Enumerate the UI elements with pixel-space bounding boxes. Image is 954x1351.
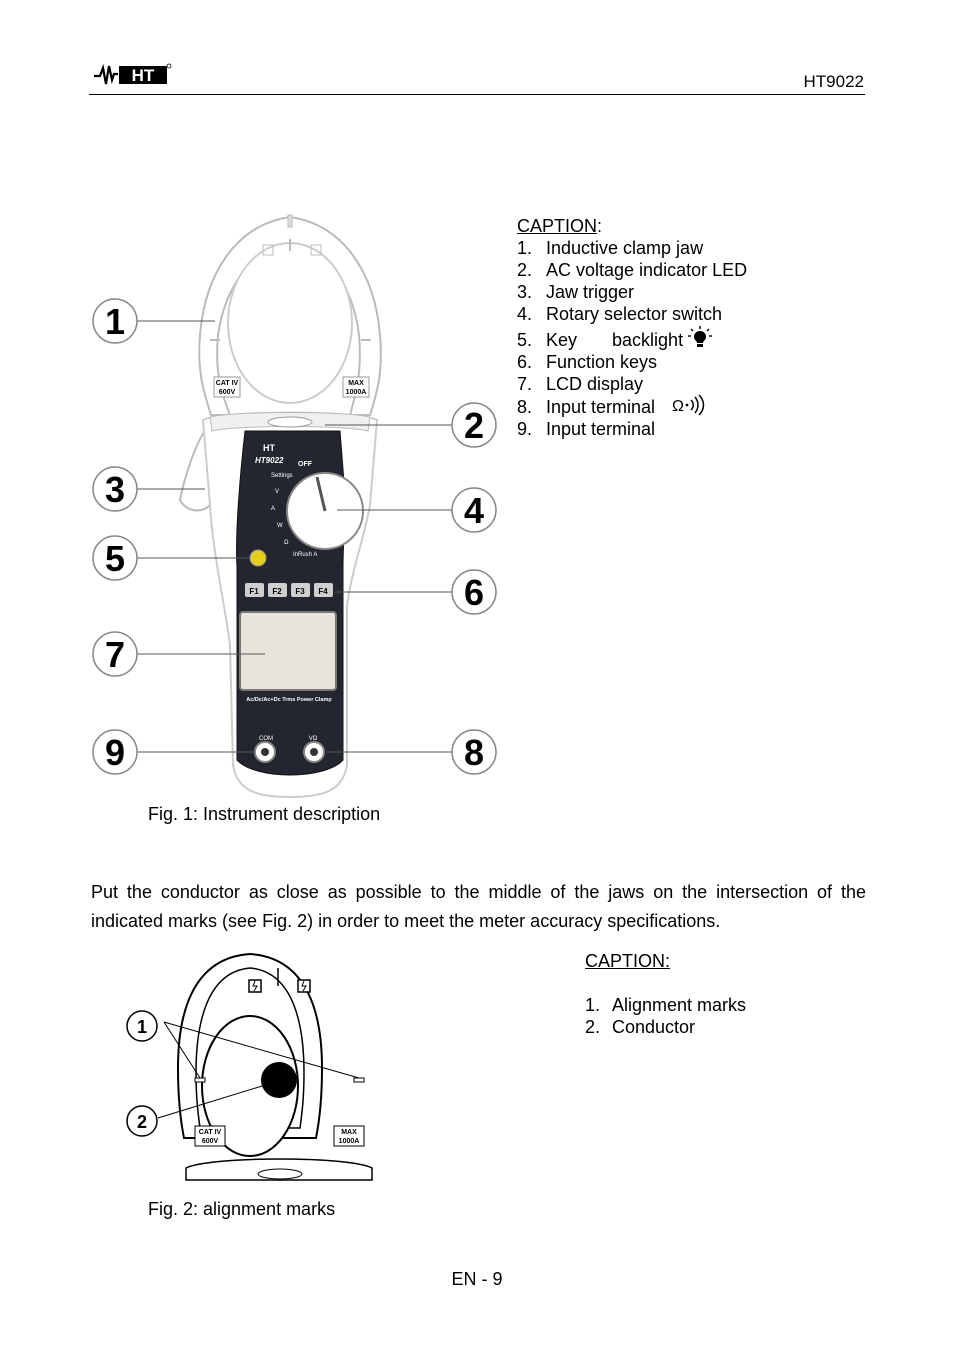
dial-ohm-label: Ω bbox=[284, 540, 289, 546]
page-number: EN - 9 bbox=[451, 1269, 503, 1289]
dial-settings-label: Settings bbox=[271, 473, 293, 479]
ohm-continuity-icon bbox=[671, 394, 707, 416]
list-item: 3. Jaw trigger bbox=[517, 282, 635, 302]
fig2-cat-label: CAT IV bbox=[198, 1129, 222, 1136]
list-item: 2. Conductor bbox=[585, 1017, 696, 1037]
ht-logo bbox=[92, 60, 172, 93]
max-value: 1000A bbox=[345, 389, 367, 396]
callout-8: 8 bbox=[463, 732, 485, 773]
caption-title: CAPTION: bbox=[585, 951, 671, 971]
alignment-mark-right bbox=[354, 1078, 364, 1082]
device-model: HT9022 bbox=[255, 456, 284, 465]
callout-1: 1 bbox=[104, 301, 126, 342]
backlight-key bbox=[250, 550, 266, 566]
callout-6: 6 bbox=[463, 572, 485, 613]
lcd-display bbox=[240, 612, 336, 690]
dial-off-label: OFF bbox=[298, 461, 312, 468]
com-label: COM bbox=[259, 736, 273, 742]
callout-7: 7 bbox=[104, 634, 126, 675]
caption-title: CAPTION bbox=[517, 216, 598, 236]
callout-9: 9 bbox=[104, 732, 126, 773]
callout-5: 5 bbox=[104, 538, 126, 579]
band-text: Ac/Dc/Ac+Dc Trms Power Clamp bbox=[246, 697, 332, 703]
conductor bbox=[261, 1062, 297, 1098]
lightbulb-icon bbox=[687, 325, 713, 349]
dial-a-label: A bbox=[271, 506, 276, 512]
alignment-mark-left bbox=[195, 1078, 205, 1082]
fig2-max-label: MAX bbox=[341, 1129, 357, 1136]
max-label: MAX bbox=[348, 380, 364, 387]
list-item: 7. LCD display bbox=[517, 374, 644, 394]
list-item: 1. Alignment marks bbox=[585, 995, 747, 1015]
list-item: 8. Input terminal Ω bbox=[517, 396, 747, 418]
list-item: 2. AC voltage indicator LED bbox=[517, 260, 748, 280]
header-rule bbox=[89, 94, 865, 95]
list-item: 6. Function keys bbox=[517, 352, 658, 372]
svg-text:F3: F3 bbox=[295, 587, 305, 596]
dial-inrush-label: InRush A bbox=[293, 552, 318, 558]
list-item: 9. Input terminal bbox=[517, 419, 656, 439]
callout-3: 3 bbox=[104, 469, 126, 510]
svg-text:F2: F2 bbox=[272, 587, 282, 596]
figure2-caption: Fig. 2: alignment marks bbox=[148, 1199, 336, 1219]
body-paragraph: Put the conductor as close as possible to the middle of the jaws on the intersection of the indicated marks (see Fig. 2) in order to meet the meter accuracy specifications. bbox=[91, 882, 866, 931]
fig2-callout-2: 2 bbox=[136, 1112, 148, 1132]
fig2-max-value: 1000A bbox=[338, 1138, 360, 1145]
figure1-caption-list: CAPTION: 1. Inductive clamp jaw 2. AC voltage indicator LED 3. Jaw trigger 4. Rotary selector switch 5. Key backlight 6. Function keys 7. LCD display 8. Input terminal Ω 9. Input terminal bbox=[517, 216, 748, 439]
v-label: VΩ bbox=[308, 736, 318, 742]
svg-text:F4: F4 bbox=[318, 587, 328, 596]
list-item: 1. Inductive clamp jaw bbox=[517, 238, 704, 258]
cat-label: CAT IV bbox=[215, 380, 239, 387]
svg-text:F1: F1 bbox=[249, 587, 259, 596]
cat-value: 600V bbox=[218, 389, 236, 396]
logo-text: HT bbox=[131, 66, 155, 85]
list-item: 4. Rotary selector switch bbox=[517, 304, 723, 324]
alignment-figure bbox=[120, 948, 380, 1193]
callout-4: 4 bbox=[463, 490, 485, 531]
figure2-caption-list bbox=[585, 950, 746, 1038]
device-brand: HT bbox=[263, 443, 275, 453]
dial-w-label: W bbox=[277, 523, 283, 529]
model-number: HT9022 bbox=[803, 72, 864, 91]
instrument-figure bbox=[85, 205, 505, 805]
list-item: 5. Key backlight bbox=[517, 329, 747, 351]
fig2-cat-value: 600V bbox=[201, 1138, 219, 1145]
svg-text:Ω: Ω bbox=[672, 398, 685, 415]
figure1-caption: Fig. 1: Instrument description bbox=[148, 804, 381, 824]
dial-v-label: V bbox=[275, 489, 280, 495]
callout-2: 2 bbox=[463, 405, 485, 446]
fig2-callout-1: 1 bbox=[136, 1017, 148, 1037]
